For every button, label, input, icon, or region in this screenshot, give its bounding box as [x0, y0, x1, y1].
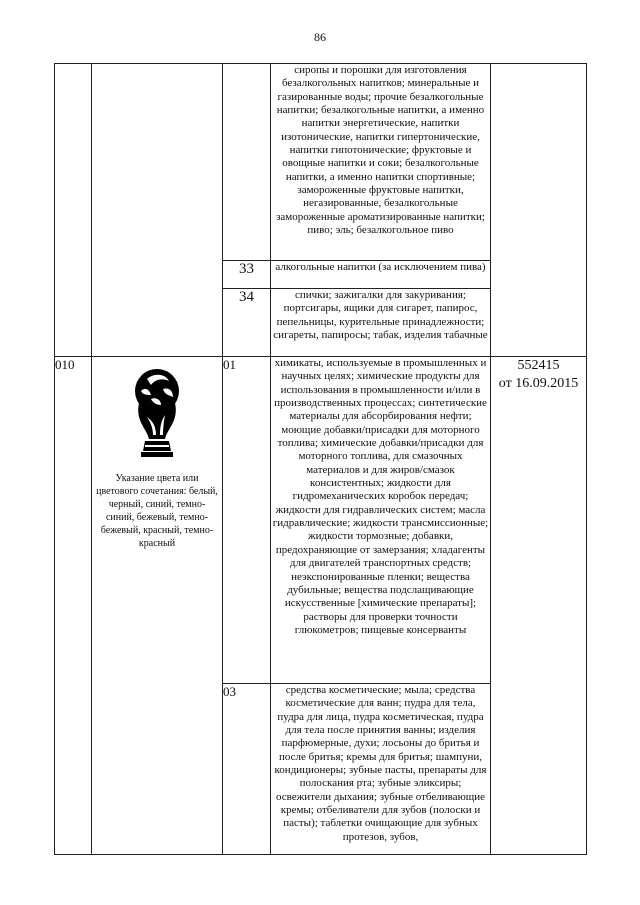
registration-info-cell [491, 64, 587, 357]
goods-list: спички; зажигалки для закуривания; портсигары, ящики для сигарет, папирос, пепельницы, курительные принадлежности; сигареты, папиросы; табак, изделия табачные [271, 289, 491, 357]
color-note: Указание цвета или цветового сочетания: белый, черный, синий, темно-синий, бежевый, темно-бежевый, красный, темно-красный [96, 473, 218, 549]
class-number: 03 [223, 684, 271, 855]
goods-list: химикаты, используемые в промышленных и научных целях; химические продукты для использования в промышленности и/или в производственных процессах; синтетические материалы для абсорбирования нефти; моющие добавки/присадки для моторного топлива; химические добавки/присадки для моторного топлива, для смазочных материалов и для жиров/смазок консистентных; жидкости для гидромеханических коробок передач; жидкости для гидравлических систем; масла гидравлические; жидкости трансмиссионные; жидкости тормозные; добавки, предохраняющие от замерзания; хладагенты для двигателей транспортных средств; неэкспонированные пленки; вещества дубильные; вещества подслащивающие искусственные [химические препараты]; растворы для проверки точности глюкометров; пищевые консерванты [271, 357, 491, 684]
fifa-world-cup-trophy-logo-icon [125, 365, 189, 461]
table-row [55, 64, 587, 261]
goods-list: средства косметические; мыла; средства косметические для ванн; пудра для тела, пудра для лица, пудра косметическая, пудра для тела после принятия ванны; изделия парфюмерные, духи; лосьоны до бритья и после бритья; кремы для бритья; шампуни, кондиционеры; зубные пасты, препараты для полоскания рта; зубные эликсиры; освежители дыхания; зубные отбеливающие кремы; отбеливатели для зубов (полоски и пасты); таблетки очищающие для зубных протезов, зубов, [271, 684, 491, 855]
goods-list: сиропы и порошки для изготовления безалкогольных напитков; минеральные и газированные воды; прочие безалкогольные напитки; безалкогольные напитки, а именно напитки энергетические, напитки изотонические, напитки гипертонические, напитки гипотонические; фруктовые и овощные напитки и соки; безалкогольные напитки, а именно напитки спортивные; замороженные фруктовые напитки, негазированные, безалкогольные замороженные ароматизированные напитки; пиво; эль; безалкогольное пиво [271, 64, 491, 261]
table-row [55, 357, 587, 684]
goods-list: алкогольные напитки (за исключением пива) [271, 261, 491, 289]
class-number [223, 64, 271, 261]
class-number: 34 [223, 289, 271, 357]
page-number: 86 [314, 30, 326, 44]
entry-number-cell [55, 64, 92, 357]
registration-number: 552415 [517, 358, 560, 373]
mark-image-cell [92, 64, 223, 357]
registration-table [54, 63, 587, 855]
class-number: 33 [223, 261, 271, 289]
entry-number: 010 [55, 357, 92, 855]
registration-info [491, 357, 587, 855]
registration-date: от 16.09.2015 [498, 376, 579, 391]
mark-image-cell [92, 357, 223, 855]
class-number: 01 [223, 357, 271, 684]
